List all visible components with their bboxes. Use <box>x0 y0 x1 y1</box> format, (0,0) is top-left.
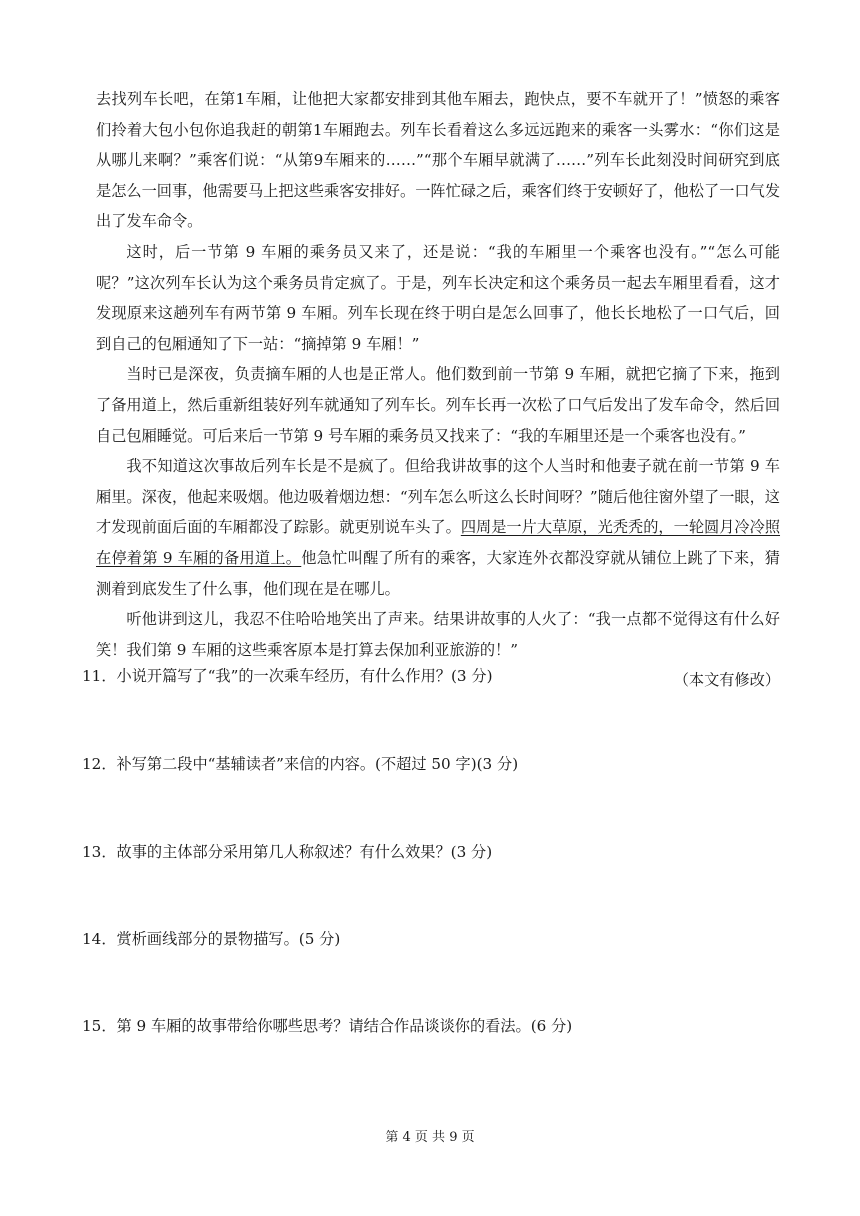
passage-paragraph-1: 去找列车长吧，在第1车厢，让他把大家都安排到其他车厢去，跑快点，要不车就开了！”愤怒的乘客们拎着大包小包你追我赶的朝第1车厢跑去。列车长看着这么多远远跑来的乘客一头雾水：“你们这是从哪儿来啊？”乘客们说：“从第9车厢来的……”“那个车厢早就满了……”列车长此刻没时间研究到底是怎么一回事，他需要马上把这些乘客安排好。一阵忙碌之后，乘客们终于安顿好了，他松了一口气发出了发车命令。 <box>96 90 780 231</box>
underlined-scenery-description: 四周是一片大草原，光秃秃的，一轮圆月冷冷照在停着第 9 车厢的备用道上。 <box>96 518 781 567</box>
source-note: （本文有修改） <box>673 671 780 690</box>
paragraph-4-text-before: 我不知道这次事故后列车长是不是疯了。但给我讲故事的这个人当时和他妻子就在前一节第 9 车厢里。深夜，他起来吸烟。他边吸着烟边想：“列车怎么听这么长时间呀？”随后他往窗外望了一眼，这才发现前面后面的车厢都没了踪影。就更别说车头了。 <box>96 457 780 537</box>
page-number: 第 4 页 共 9 页 <box>385 1130 475 1145</box>
passage-paragraph-2: 这时，后一节第 9 车厢的乘务员又来了，还是说：“我的车厢里一个乘客也没有。”“怎么可能呢？”这次列车长认为这个乘务员肯定疯了。于是，列车长决定和这个乘务员一起去车厢里看看，这才发现原来这趟列车有两节第 9 车厢。列车长现在终于明白是怎么回事了，他长长地松了一口气后，回到自己的包厢通知了下一站：“摘掉第 9 车厢！” <box>96 242 780 353</box>
question-14: 14．赏析画线部分的景物描写。(5 分) <box>82 930 341 948</box>
passage-paragraph-3: 当时已是深夜，负责摘车厢的人也是正常人。他们数到前一节第 9 车厢，就把它摘了下来，拖到了备用道上，然后重新组装好列车就通知了列车长。列车长再一次松了口气后发出了发车命令，然后回自己包厢睡觉。可后来后一节第 9 号车厢的乘务员又找来了：“我的车厢里还是一个乘客也没有。” <box>96 365 780 445</box>
passage-paragraph-4 <box>96 451 780 604</box>
passage-paragraph-5: 听他讲到这儿，我忍不住哈哈地笑出了声来。结果讲故事的人火了：“我一点都不觉得这有什么好笑！我们第 9 车厢的这些乘客原本是打算去保加利亚旅游的！” <box>96 610 780 659</box>
question-13: 13．故事的主体部分采用第几人称叙述？有什么效果？(3 分) <box>82 843 493 861</box>
reading-passage <box>96 84 780 695</box>
paragraph-4-text-after: 他急忙叫醒了所有的乘客，大家连外衣都没穿就从铺位上跳了下来，猜测着到底发生了什么事，他们现在是在哪儿。 <box>96 548 780 598</box>
question-11: 11．小说开篇写了“我”的一次乘车经历，有什么作用？(3 分) <box>82 667 493 685</box>
question-12: 12．补写第二段中“基辅读者”来信的内容。(不超过 50 字)(3 分) <box>82 755 519 773</box>
question-15: 15．第 9 车厢的故事带给你哪些思考？请结合作品谈谈你的看法。(6 分) <box>82 1017 573 1035</box>
